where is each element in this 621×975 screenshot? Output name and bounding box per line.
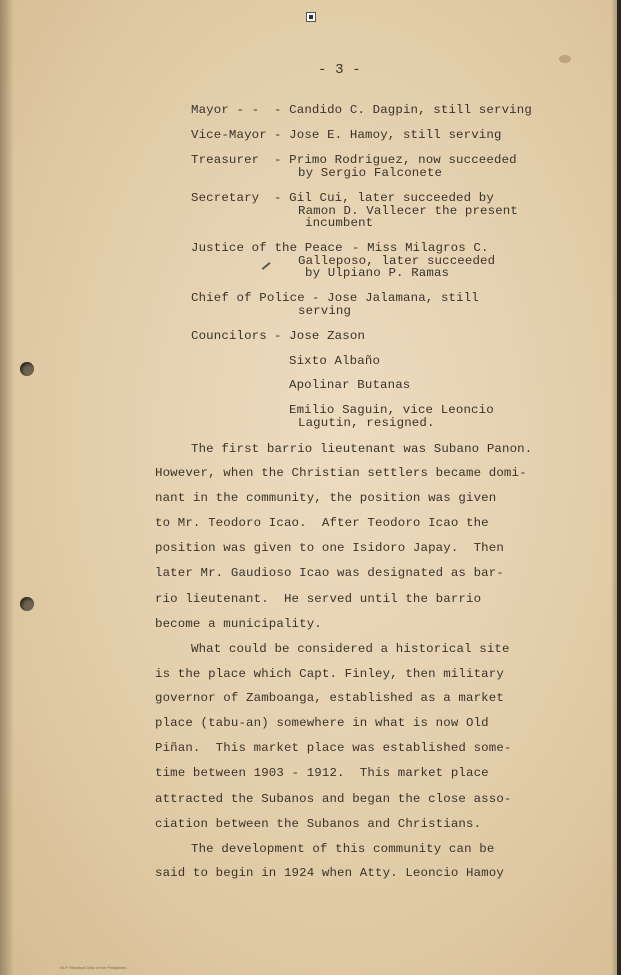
official-text-secretary-3: incumbent [305, 216, 374, 230]
official-label-police: Chief of Police [191, 291, 305, 305]
official-text-justice: - Miss Milagros C. [352, 241, 489, 255]
official-text-justice-3: by Ulpiano P. Ramas [305, 266, 450, 280]
body-line: Piñan. This market place was established some- [155, 741, 512, 755]
official-label-treasurer: Treasurer [191, 153, 260, 167]
councilor-2: Sixto Albaño [289, 354, 381, 368]
official-text-police-2: serving [298, 304, 352, 318]
official-text-councilors: - Jose Zason [274, 329, 366, 343]
official-text-secretary-2: Ramon D. Vallecer the present [298, 204, 518, 218]
body-line: is the place which Capt. Finley, then military [155, 667, 504, 681]
body-line: to Mr. Teodoro Icao. After Teodoro Icao the [155, 516, 489, 530]
pen-mark [262, 262, 271, 270]
body-line: attracted the Subanos and began the close asso- [155, 792, 512, 806]
body-line: rio lieutenant. He served until the barrio [155, 592, 482, 606]
body-line: later Mr. Gaudioso Icao was designated as bar- [155, 566, 504, 580]
official-label-mayor: Mayor - - [191, 103, 260, 117]
stain-spot [559, 55, 571, 63]
body-line: governor of Zamboanga, established as a market [155, 691, 504, 705]
councilor-4: Emilio Saguin, vice Leoncio [289, 403, 494, 417]
body-line: said to begin in 1924 when Atty. Leoncio Hamoy [155, 866, 504, 880]
body-line: ciation between the Subanos and Christians. [155, 817, 482, 831]
official-text-justice-2: Galleposo, later succeeded [298, 254, 496, 268]
body-line: become a municipality. [155, 617, 322, 631]
punch-hole-bottom [20, 597, 34, 611]
official-label-justice: Justice of the Peace [191, 241, 343, 255]
official-text-treasurer: - Primo Rodriguez, now succeeded [274, 153, 517, 167]
body-line: However, when the Christian settlers became domi- [155, 466, 527, 480]
body-line: The development of this community can be [191, 842, 495, 856]
official-text-mayor: - Candido C. Dagpin, still serving [274, 103, 532, 117]
official-text-treasurer-2: by Sergio Falconete [298, 166, 443, 180]
official-text-police: - Jose Jalamana, still [312, 291, 479, 305]
body-line: time between 1903 - 1912. This market place [155, 766, 489, 780]
punch-hole-top [20, 362, 34, 376]
official-label-secretary: Secretary [191, 191, 260, 205]
scan-marker-icon [306, 12, 316, 22]
official-label-councilors: Councilors [191, 329, 267, 343]
body-line: nant in the community, the position was given [155, 491, 497, 505]
councilor-3: Apolinar Butanas [289, 378, 411, 392]
scan-footer: NLP Historical Data of the Philippines [60, 965, 127, 970]
official-text-vice-mayor: - Jose E. Hamoy, still serving [274, 128, 502, 142]
body-line: The first barrio lieutenant was Subano Panon. [191, 442, 533, 456]
body-line: position was given to one Isidoro Japay. Then [155, 541, 504, 555]
body-line: What could be considered a historical site [191, 642, 510, 656]
page-number: - 3 - [318, 62, 361, 78]
councilor-4-cont: Lagutin, resigned. [298, 416, 435, 430]
body-line: place (tabu-an) somewhere in what is now Old [155, 716, 489, 730]
official-text-secretary: - Gil Cui, later succeeded by [274, 191, 494, 205]
official-label-vice-mayor: Vice-Mayor [191, 128, 267, 142]
